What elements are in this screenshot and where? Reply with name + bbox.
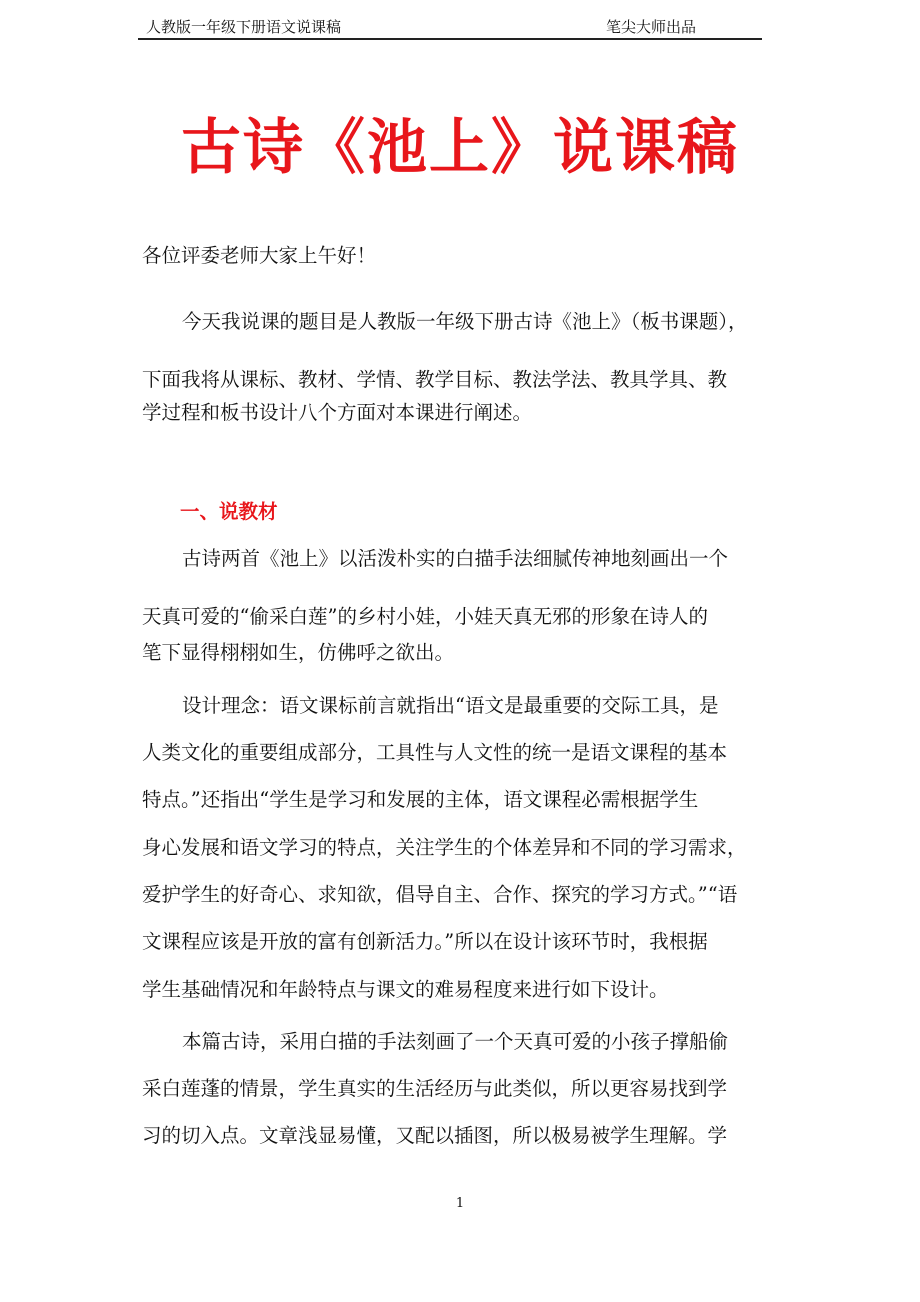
para2-line-4: 身心发展和语文学习的特点，关注学生的个体差异和不同的学习需求， <box>142 836 747 859</box>
para2-line-2: 人类文化的重要组成部分，工具性与人文性的统一是语文课程的基本 <box>142 741 728 764</box>
para2-line-1: 设计理念：语文课标前言就指出“语文是最重要的交际工具，是 <box>182 694 719 717</box>
para2-line-5: 爱护学生的好奇心、求知欲，倡导自主、合作、探究的学习方式。”“语 <box>142 883 738 906</box>
para3-line-2: 采白莲蓬的情景，学生真实的生活经历与此类似，所以更容易找到学 <box>142 1077 728 1100</box>
para1-line-3: 笔下显得栩栩如生，仿佛呼之欲出。 <box>142 641 455 664</box>
para3-line-3: 习的切入点。文章浅显易懂，又配以插图，所以极易被学生理解。学 <box>142 1124 728 1147</box>
para2-line-6: 文课程应该是开放的富有创新活力。”所以在设计该环节时，我根据 <box>142 930 708 953</box>
section-heading: 一、说教材 <box>180 500 278 523</box>
greeting: 各位评委老师大家上午好！ <box>142 244 377 267</box>
document-title: 古诗《池上》说课稿 <box>181 113 739 183</box>
intro-line-1: 今天我说课的题目是人教版一年级下册古诗《池上》（板书课题）， <box>182 310 748 333</box>
para1-line-2: 天真可爱的“偷采白莲”的乡村小娃，小娃天真无邪的形象在诗人的 <box>142 605 708 628</box>
page-header <box>138 14 762 40</box>
para3-line-1: 本篇古诗，采用白描的手法刻画了一个天真可爱的小孩子撑船偷 <box>182 1030 729 1053</box>
intro-line-2: 下面我将从课标、教材、学情、教学目标、教法学法、教具学具、教 <box>142 368 728 391</box>
para1-line-1: 古诗两首《池上》以活泼朴实的白描手法细腻传神地刻画出一个 <box>182 547 729 570</box>
intro-line-3: 学过程和板书设计八个方面对本课进行阐述。 <box>142 401 533 424</box>
para2-line-3: 特点。”还指出“学生是学习和发展的主体，语文课程必需根据学生 <box>142 788 699 811</box>
para2-line-7: 学生基础情况和年龄特点与课文的难易程度来进行如下设计。 <box>142 978 669 1001</box>
header-doc-title: 人教版一年级下册语文说课稿 <box>146 18 342 36</box>
header-publisher: 笔尖大师出品 <box>606 18 697 36</box>
page-number: 1 <box>455 1196 465 1211</box>
